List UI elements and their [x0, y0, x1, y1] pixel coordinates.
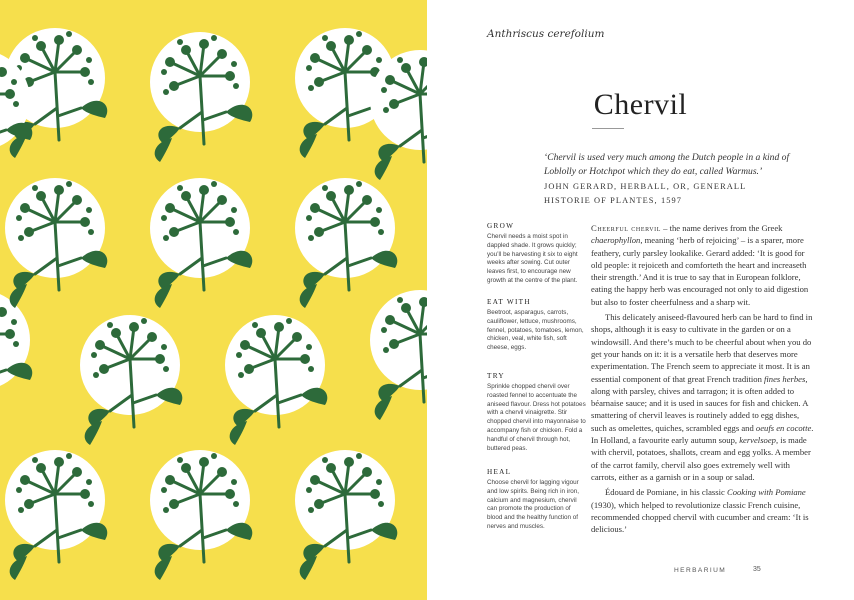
sidebar-text: Chervil needs a moist spot in dappled shade. It grows quickly; you’ll be harvesting it six to eight weeks after sowing. Cut outer leaves first, to encourage new growth at the centre of the plant. — [487, 233, 578, 284]
sidebar-section-grow — [487, 222, 587, 286]
sidebar-heading: TRY — [487, 372, 505, 380]
text-page — [427, 0, 854, 600]
sidebar-heading: HEAL — [487, 468, 512, 476]
sidebar-section-try — [487, 372, 587, 453]
sidebar-section-eat-with — [487, 298, 587, 353]
title-rule — [592, 128, 624, 129]
running-footer: HERBARIUM — [674, 567, 727, 574]
sidebar-text: Sprinkle chopped chervil over roasted fennel to accentuate the aniseed flavour. Dress hot potatoes with a chervil vinaigrette. Stir chopped chervil into mayonnaise to accompany fish or chicken. Fold a handful of chervil through hot, buttered peas. — [487, 383, 586, 452]
epigraph-attribution: JOHN GERARD, HERBALL, OR, GENERALL HISTORIE OF PLANTES, 1597 — [544, 182, 747, 205]
lead-in: Cheerful chervil — [591, 223, 661, 233]
page-number: 35 — [753, 566, 761, 573]
sidebar-heading: EAT WITH — [487, 298, 531, 306]
latin-name: Anthriscus cerefolium — [487, 28, 605, 40]
body-text — [591, 222, 816, 538]
sidebar-text: Choose chervil for lagging vigour and low spirits. Being rich in iron, calcium and magnesium, chervil can promote the production of blood and the healthy function of nerves and muscles. — [487, 479, 580, 530]
body-paragraph-3: Édouard de Pomiane, in his classic Cooking with Pomiane (1930), which helped to revolutionize classic French cuisine, recommended chopped chervil with cucumber and cream: ‘It is delicious.’ — [591, 487, 809, 535]
sidebar-heading: GROW — [487, 222, 515, 230]
sidebar-section-heal — [487, 468, 587, 532]
page-title: Chervil — [593, 88, 688, 121]
sidebar-text: Beetroot, asparagus, carrots, cauliflower, lettuce, mushrooms, fennel, potatoes, tomatoes, lemon, chicken, veal, white fish, soft cheese, eggs. — [487, 309, 584, 352]
epigraph-quote: ‘Chervil is used very much among the Dutch people in a kind of Loblolly or Hotchpot which they do eat, called Warmus.’ — [544, 152, 790, 177]
body-paragraph-1: Cheerful chervil – the name derives from the Greek chaerophyllon, meaning ‘herb of rejoicing’ – is a sparer, more feathery, curly parsley lookalike. Gerard added: ‘It is good for old people: it rejoiceth and comforteth the heart and increaseth their strength.’ And it is true to say that in European folklore, eating the happy herb was encouraged not only to aid digestion but also to foster cheerfulness and a sharp wit. — [591, 223, 809, 307]
body-paragraph-2: This delicately aniseed-flavoured herb can be hard to find in shops, although it is easy to cultivate in the garden or on a windowsill. And there’s much to be cheerful about when you do get your hands on it: it is a versatile herb that deserves more experimentation. The French seem to appreciate it most. It is an essential component of that great French tradition fines herbes, along with parsley, chives and tarragon; it is often added to béarnaise sauce; and it is used in sauces for fish and chicken. A smattering of chervil leaves is routinely added to egg dishes, such as omelettes, quiches, scrambled eggs and oeufs en cocotte. In Holland, a favourite early autumn soup, kervelsoep, is made with chervil, potatoes, shallots, cream and egg yolks. A member of the carrot family, chervil also goes extremely well with carrots, either as a garnish or in a soup or salad. — [591, 312, 814, 482]
